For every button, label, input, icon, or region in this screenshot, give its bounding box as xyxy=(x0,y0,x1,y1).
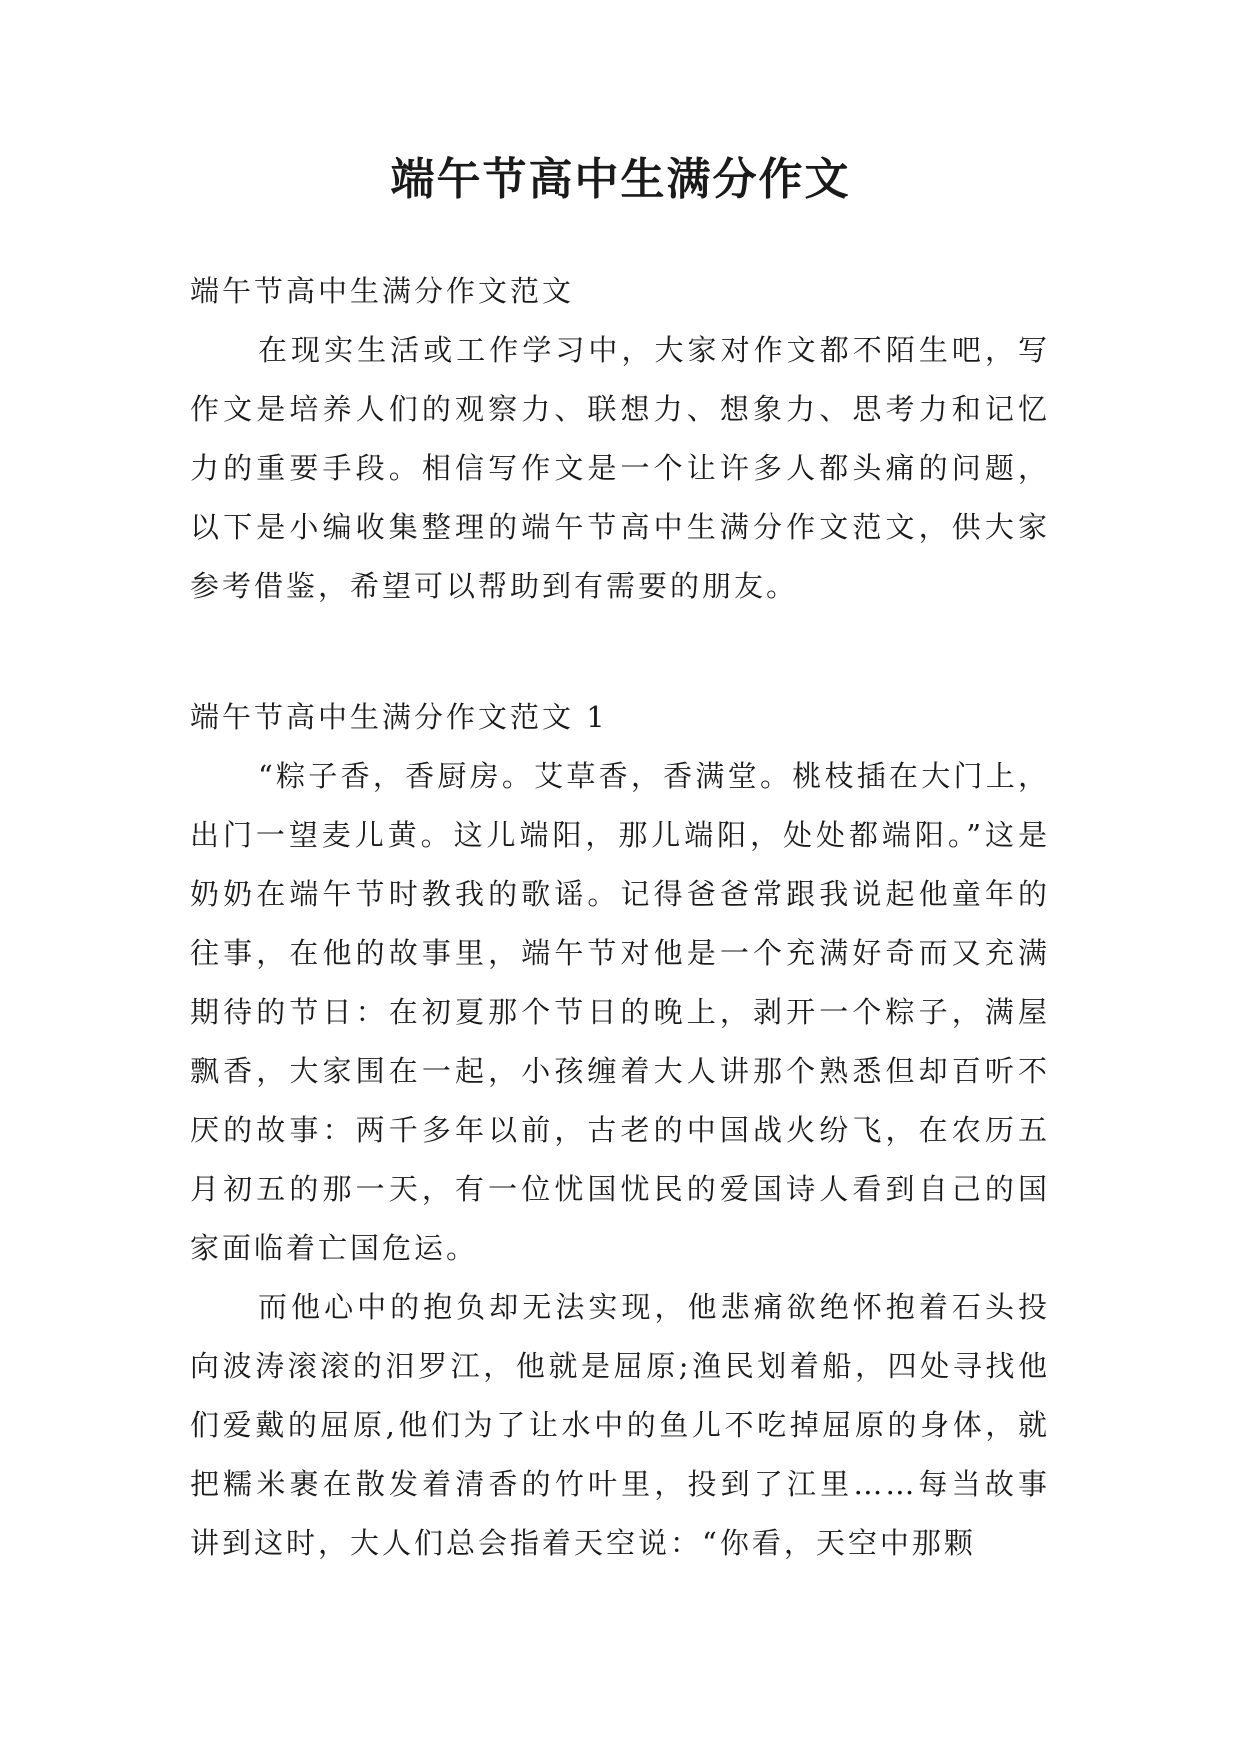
document-title: 端午节高中生满分作文 xyxy=(390,154,851,205)
section-heading: 端午节高中生满分作文范文 xyxy=(190,274,575,308)
intro-section xyxy=(190,262,1050,616)
paragraph: “粽子香，香厨房。艾草香，香满堂。桃枝插在大门上，出门一望麦儿黄。这儿端阳，那儿端阳，处处都端阳。”这是奶奶在端午节时教我的歌谣。记得爸爸常跟我说起他童年的往事，在他的故事里，端午节对他是一个充满好奇而又充满期待的节日：在初夏那个节日的晚上，剥开一个粽子，满屋飘香，大家围在一起，小孩缠着大人讲那个熟悉但却百听不厌的故事：两千多年以前，古老的中国战火纷飞，在农历五月初五的那一天，有一位忧国忧民的爱国诗人看到自己的国家面临着亡国危运。 xyxy=(190,759,1050,1265)
section-heading: 端午节高中生满分作文范文 1 xyxy=(190,700,608,734)
paragraph: 而他心中的抱负却无法实现，他悲痛欲绝怀抱着石头投向波涛滚滚的汨罗江，他就是屈原;渔民划着船，四处寻找他们爱戴的屈原,他们为了让水中的鱼儿不吃掉屈原的身体，就把糯米裹在散发着清香的竹叶里，投到了江里……每当故事讲到这时，大人们总会指着天空说：“你看，天空中那颗 xyxy=(190,1290,1050,1560)
paragraph: 在现实生活或工作学习中，大家对作文都不陌生吧，写作文是培养人们的观察力、联想力、想象力、思考力和记忆力的重要手段。相信写作文是一个让许多人都头痛的问题，以下是小编收集整理的端午节高中生满分作文范文，供大家参考借鉴，希望可以帮助到有需要的朋友。 xyxy=(190,333,1050,603)
essay-section-1 xyxy=(190,688,1050,1573)
